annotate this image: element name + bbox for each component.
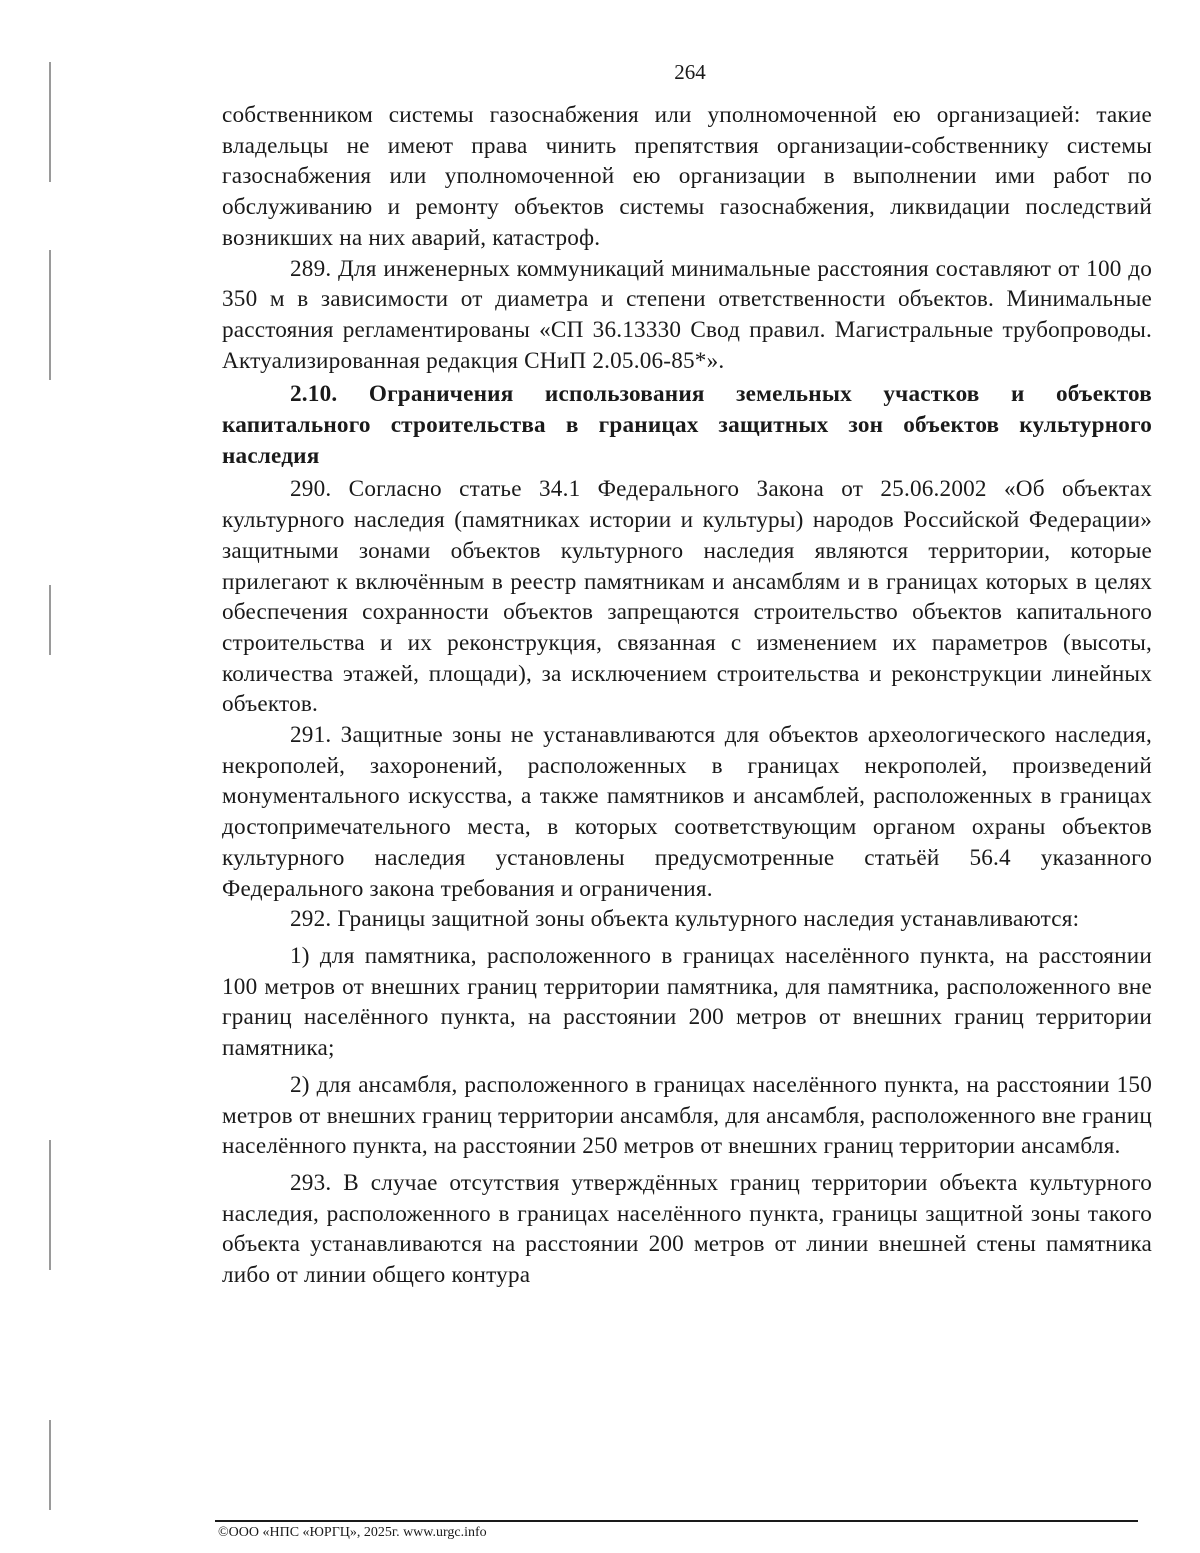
scan-margin-line (49, 585, 51, 655)
paragraph-293: 293. В случае отсутствия утверждённых границ территории объекта культурного наследия, расположенного в границах населённого пункта, границы защитной зоны такого объекта устанавливаются на расстоянии 200 метров от линии внешней стены памятника либо от линии общего контура (222, 1169, 1152, 1289)
paragraph-290: 290. Согласно статье 34.1 Федерального Закона от 25.06.2002 «Об объектах культурного наследия (памятниках истории и культуры) народов Российской Федерации» защитными зонами объектов культурного наследия являются территории, которые прилегают к включённым в реестр памятникам и ансамблям и в границах которых в целях обеспечения сохранности объектов запрещаются строительство объектов капитального строительства и их реконструкция, связанная с изменением их параметров (высоты, количества этажей, площади), за исключением строительства и реконструкции линейных объектов. (222, 476, 1152, 718)
page-number: 264 (674, 60, 706, 84)
scan-margin-line (49, 250, 51, 380)
scan-margin-line (49, 1420, 51, 1510)
paragraph-291: 291. Защитные зоны не устанавливаются для объектов археологического наследия, некрополей, захоронений, расположенных в границах некрополей, произведений монументального искусства, а также памятников и ансамблей, расположенных в границах достопримечательного места, в которых соответствующим органом охраны объектов культурного наследия установлены предусмотренные статьёй 56.4 указанного Федерального закона требования и ограничения. (222, 722, 1152, 902)
list-item-2: 2) для ансамбля, расположенного в границах населённого пункта, на расстоянии 150 метров от внешних границ территории ансамбля, для ансамбля, расположенного вне границ населённого пункта, на расстоянии 250 метров от внешних границ территории ансамбля. (222, 1071, 1152, 1160)
paragraph-292: 292. Границы защитной зоны объекта культурного наследия устанавливаются: (290, 906, 1080, 933)
section-heading-2-10: 2.10. Ограничения использования земельных участков и объектов капитального строительства в границах защитных зон объектов культурного наследия (222, 381, 1152, 469)
list-item-1: 1) для памятника, расположенного в границах населённого пункта, на расстоянии 100 метров от внешних границ территории памятника, для памятника, расположенного вне границ населённого пункта, на расстоянии 200 метров от внешних границ территории памятника; (222, 942, 1152, 1062)
scan-margin-line (49, 1140, 51, 1270)
document-body (222, 100, 1152, 1291)
paragraph-289: 289. Для инженерных коммуникаций минимальные расстояния составляют от 100 до 350 м в зависимости от диаметра и степени ответственности объектов. Минимальные расстояния регламентированы «СП 36.13330 Свод правил. Магистральные трубопроводы. Актуализированная редакция СНиП 2.05.06-85*». (222, 255, 1152, 374)
footer-divider (215, 1520, 1138, 1522)
paragraph-continuation: собственником системы газоснабжения или уполномоченной ею организацией: такие владельцы не имеют права чинить препятствия организации-собственнику системы газоснабжения или уполномоченной ею организации в выполнении ими работ по обслуживанию и ремонту объектов системы газоснабжения, ликвидации последствий возникших на них аварий, катастроф. (222, 102, 1152, 251)
footer-copyright: ©ООО «НПС «ЮРГЦ», 2025г. www.urgc.info (218, 1525, 487, 1540)
